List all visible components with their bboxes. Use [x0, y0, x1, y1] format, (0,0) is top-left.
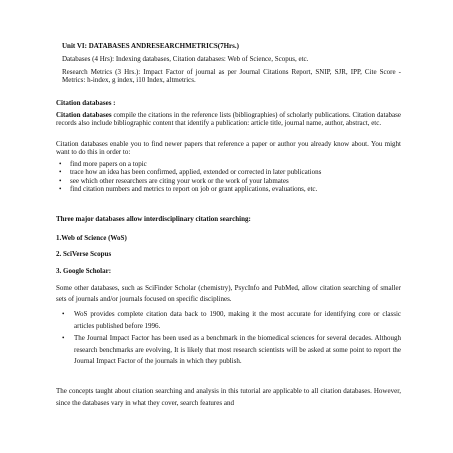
- unit-title: Unit VI: DATABASES ANDRESEARCHMETRICS(7Hrs.): [62, 42, 239, 50]
- citation-databases-heading: Citation databases :: [56, 99, 116, 107]
- databases-line: Databases (4 Hrs): Indexing databases, Citation databases: Web of Science, Scopus, etc.: [62, 55, 309, 63]
- metrics-line: Research Metrics (3 Hrs.): Impact Factor of journal as per Journal Citations Report, SNIP, SJR, IPP, Cite Score - Metrics: h-index, g index, i10 Index, altmetrics.: [62, 68, 401, 85]
- major-databases-heading: Three major databases allow interdisciplinary citation searching:: [56, 215, 251, 223]
- citation-uses-list: [56, 160, 401, 194]
- list-item: • The Journal Impact Factor has been used as a benchmark in the biomedical sciences for several decades. Although research benchmarks are evolving, It is likely that most research scientists will be asked at some point to report the Journal Impact Factor of the journals in which they publish.: [56, 333, 401, 368]
- other-databases-paragraph: Some other databases, such as SciFinder Scholar (chemistry), PsycInfo and PubMed, allow citation searching of smaller sets of journals and/or journals focused on specific disciplines.: [56, 284, 401, 303]
- list-item: • trace how an idea has been confirmed, applied, extended or corrected in later publications: [56, 168, 401, 176]
- list-item: • WoS provides complete citation data back to 1900, making it the most accurate for identifying core or classic articles published before 1996.: [56, 309, 401, 332]
- major-database-3-label: 3. Google Scholar: [56, 267, 109, 275]
- notes-list: [56, 309, 401, 369]
- citation-intro-rest: compile the citations in the reference lists (bibliographies) of scholarly publications. Citation database records also include bibliographic content that identify a publication: article title, journal name, author, abstract, etc.: [56, 111, 401, 128]
- closing-paragraph: The concepts taught about citation searching and analysis in this tutorial are applicable to all citation databases. However, since the databases vary in what they cover, search features and: [56, 387, 401, 407]
- major-database-1: 1.Web of Science (WoS): [56, 234, 127, 242]
- citation-usage-paragraph: Citation databases enable you to find newer papers that reference a paper or author you already know about. You might want to do this in order to:: [56, 140, 401, 157]
- major-database-3-suffix: :: [108, 267, 112, 275]
- list-item: • see which other researchers are citing your work or the work of your labmates: [56, 177, 401, 185]
- list-item: • find more papers on a topic: [56, 160, 401, 168]
- citation-intro-paragraph: [56, 111, 401, 128]
- major-database-2: 2. SciVerse Scopus: [56, 250, 112, 258]
- citation-intro-lead: Citation databases: [56, 111, 112, 119]
- list-item: • find citation numbers and metrics to report on job or grant applications, evaluations, etc.: [56, 185, 401, 193]
- major-database-3: [56, 267, 401, 275]
